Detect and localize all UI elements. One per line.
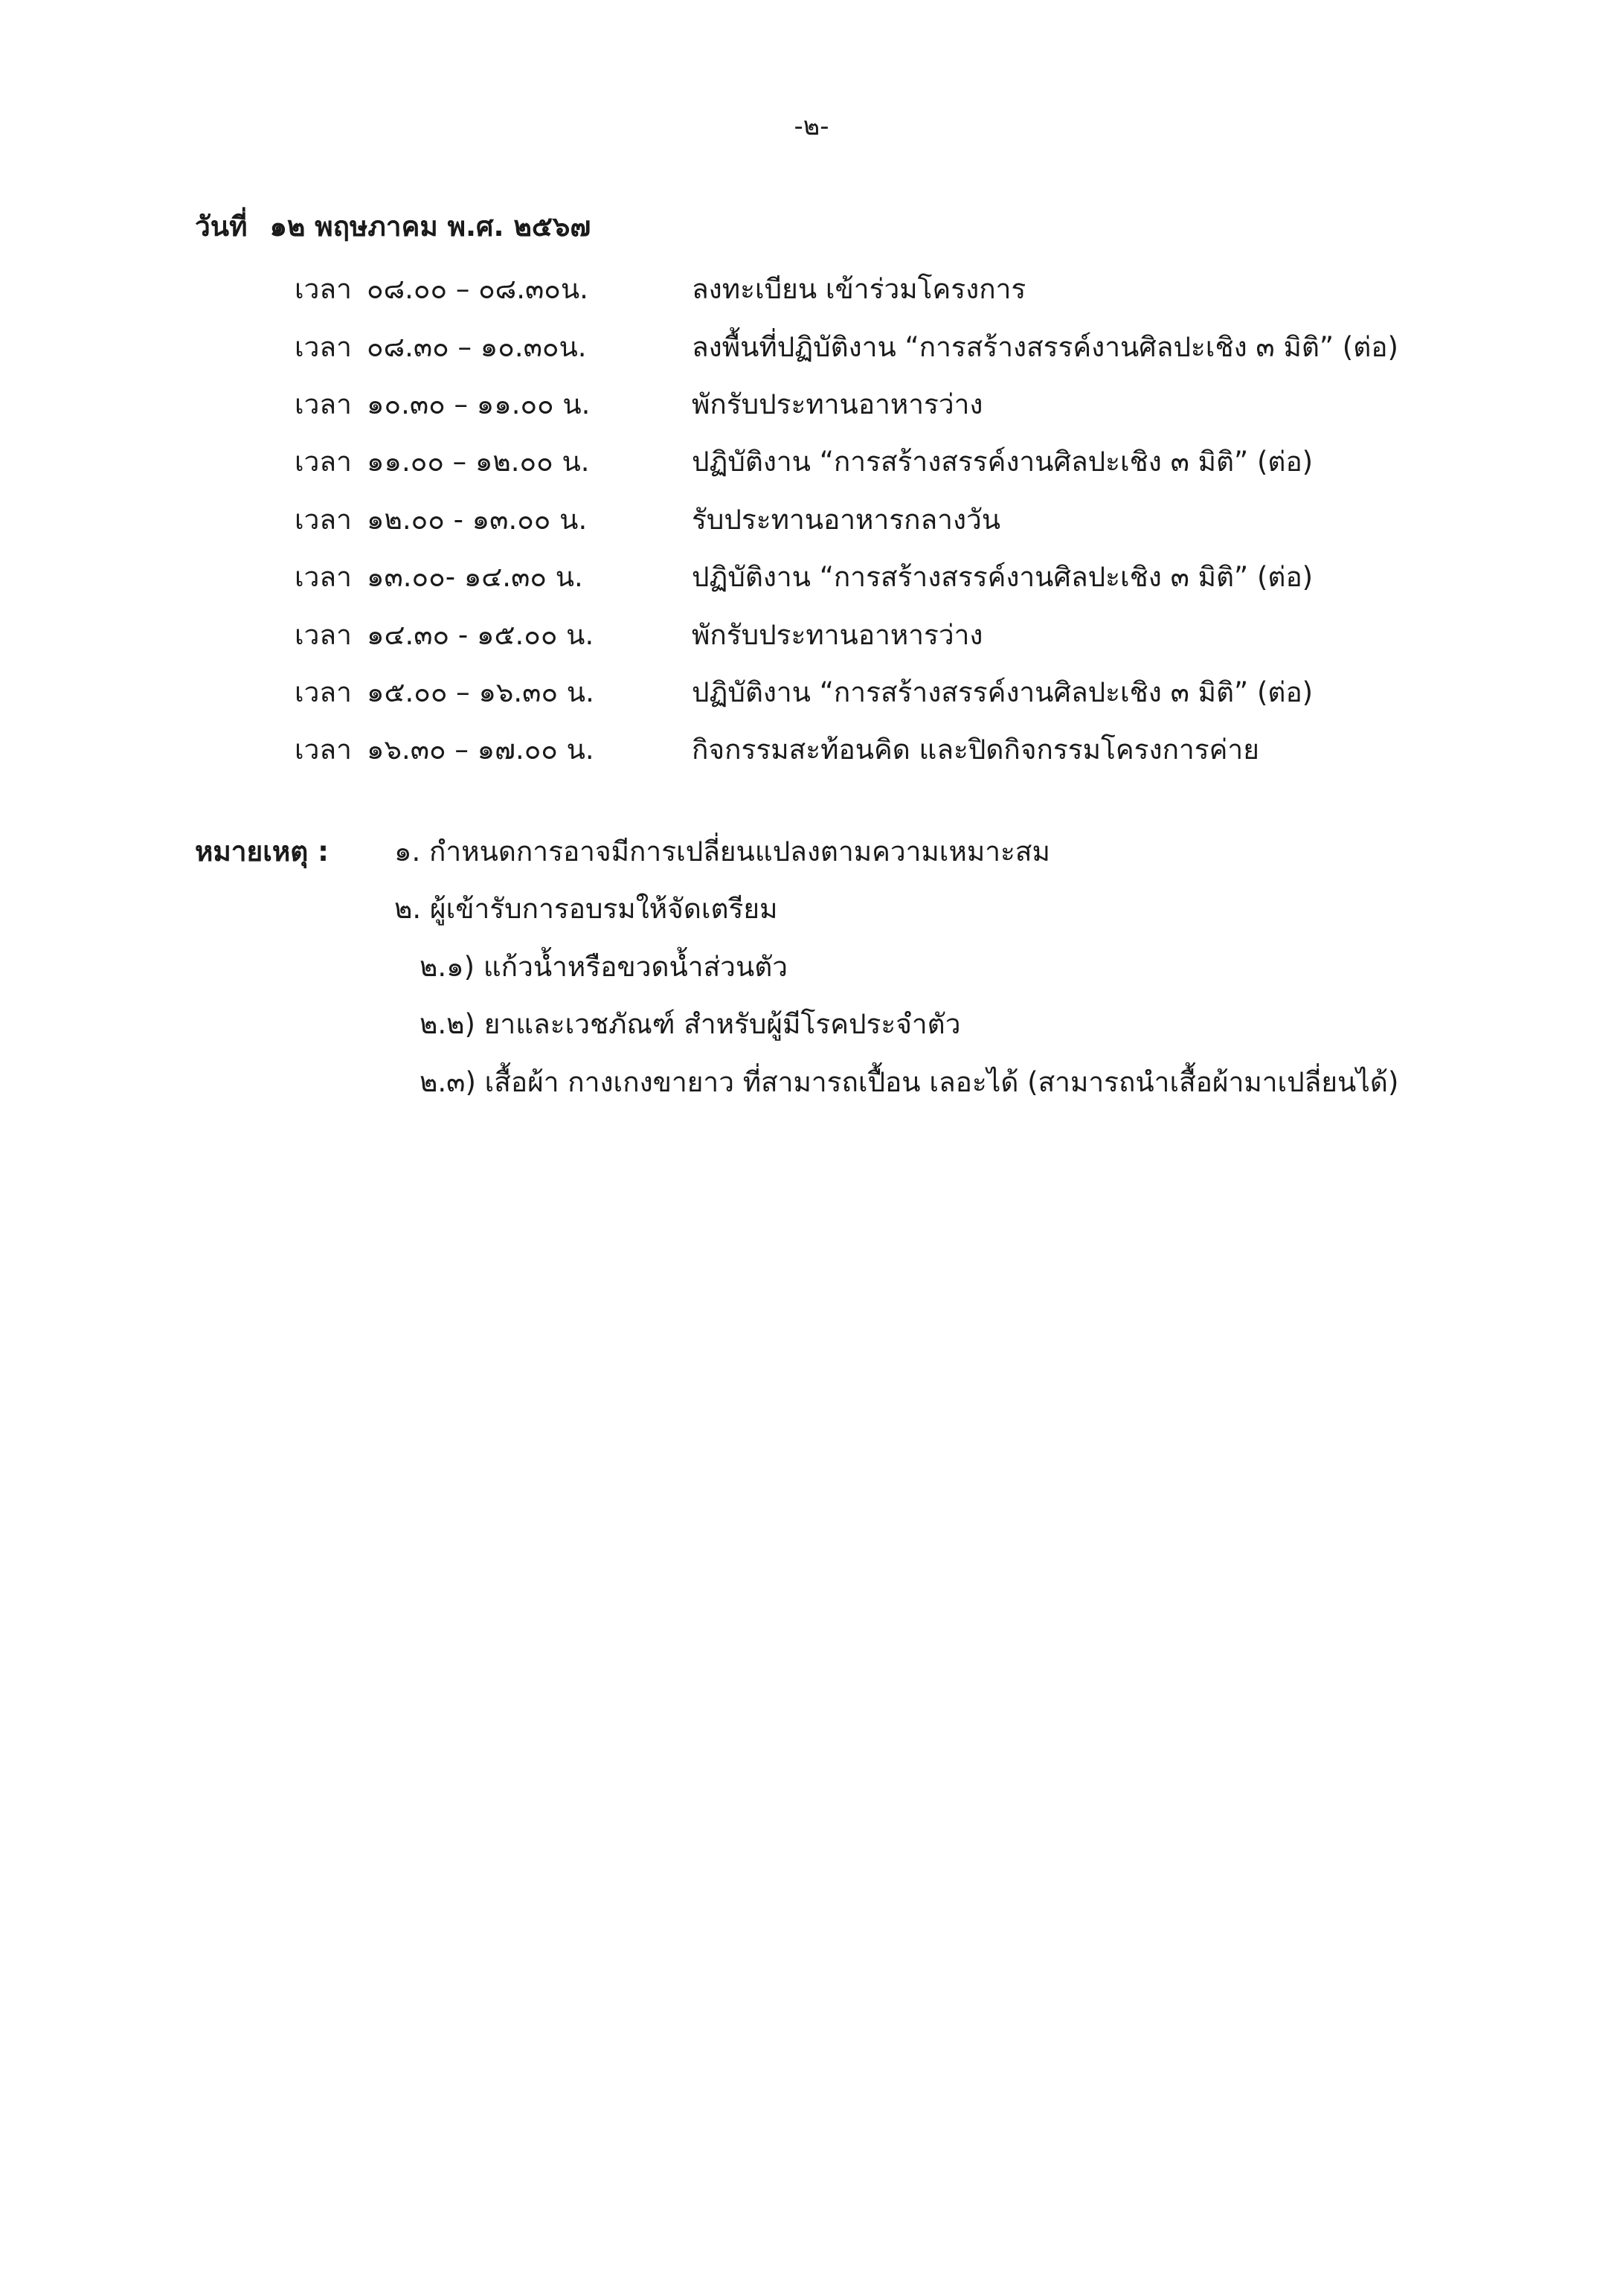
activity: ปฏิบัติงาน “การสร้างสรรค์งานศิลปะเชิง ๓ มิติ” (ต่อ) bbox=[692, 676, 1314, 708]
schedule-row bbox=[295, 721, 1398, 778]
remarks-item: ๒. ผู้เข้ารับการอบรมให้จัดเตรียม bbox=[394, 893, 778, 926]
page-number: -๒- bbox=[794, 112, 829, 141]
time-range: ๑๓.๐๐- ๑๔.๓๐ น. bbox=[367, 561, 583, 594]
time-label: เวลา bbox=[295, 388, 352, 420]
time-range: ๑๔.๓๐ - ๑๕.๐๐ น. bbox=[367, 618, 594, 651]
time-label: เวลา bbox=[295, 273, 352, 306]
time-range: ๐๘.๐๐ – ๐๘.๓๐น. bbox=[367, 273, 588, 306]
activity: พักรับประทานอาหารว่าง bbox=[692, 618, 983, 651]
activity: ปฏิบัติงาน “การสร้างสรรค์งานศิลปะเชิง ๓ มิติ” (ต่อ) bbox=[692, 446, 1314, 478]
date-heading bbox=[195, 208, 591, 246]
activity: รับประทานอาหารกลางวัน bbox=[692, 503, 1001, 536]
time-label: เวลา bbox=[295, 446, 352, 478]
time-range: ๑๐.๓๐ – ๑๑.๐๐ น. bbox=[367, 388, 591, 420]
time-label: เวลา bbox=[295, 330, 352, 363]
time-label: เวลา bbox=[295, 676, 352, 708]
schedule-row bbox=[295, 606, 1398, 663]
schedule-row bbox=[295, 260, 1398, 318]
schedule-row bbox=[295, 491, 1398, 548]
activity: พักรับประทานอาหารว่าง bbox=[692, 388, 983, 420]
time-label: เวลา bbox=[295, 618, 352, 651]
time-range: ๑๑.๐๐ – ๑๒.๐๐ น. bbox=[367, 446, 590, 478]
activity: กิจกรรมสะท้อนคิด และปิดกิจกรรมโครงการค่าย bbox=[692, 734, 1259, 766]
schedule-row bbox=[295, 664, 1398, 721]
time-label: เวลา bbox=[295, 734, 352, 766]
schedule-row bbox=[295, 548, 1398, 606]
schedule-row bbox=[295, 318, 1398, 375]
remarks-list bbox=[394, 833, 1398, 1121]
time-range: ๑๖.๓๐ – ๑๗.๐๐ น. bbox=[367, 734, 594, 766]
schedule-row bbox=[295, 376, 1398, 433]
schedule-list bbox=[295, 260, 1398, 779]
schedule-row bbox=[295, 433, 1398, 490]
time-range: ๑๕.๐๐ – ๑๖.๓๐ น. bbox=[367, 676, 594, 708]
remarks-subitem: ๒.๓) เสื้อผ้า กางเกงขายาว ที่สามารถเปื้อน เลอะได้ (สามารถนำเสื้อผ้ามาเปลี่ยนได้) bbox=[420, 1065, 1399, 1098]
activity: ลงพื้นที่ปฏิบัติงาน “การสร้างสรรค์งานศิลปะเชิง ๓ มิติ” (ต่อ) bbox=[692, 330, 1398, 363]
time-range: ๑๒.๐๐ - ๑๓.๐๐ น. bbox=[367, 503, 588, 536]
time-range: ๐๘.๓๐ – ๑๐.๓๐น. bbox=[367, 330, 587, 363]
activity: ปฏิบัติงาน “การสร้างสรรค์งานศิลปะเชิง ๓ มิติ” (ต่อ) bbox=[692, 561, 1314, 594]
date-label: วันที่ bbox=[195, 211, 248, 243]
date-value: ๑๒ พฤษภาคม พ.ศ. ๒๕๖๗ bbox=[269, 211, 591, 243]
remarks-subitem: ๒.๒) ยาและเวชภัณฑ์ สำหรับผู้มีโรคประจำตัว bbox=[420, 1008, 961, 1041]
remarks-item: ๑. กำหนดการอาจมีการเปลี่ยนแปลงตามความเหมาะสม bbox=[394, 836, 1050, 868]
remarks-title: หมายเหตุ : bbox=[195, 836, 329, 868]
time-label: เวลา bbox=[295, 561, 352, 594]
time-label: เวลา bbox=[295, 503, 352, 536]
activity: ลงทะเบียน เข้าร่วมโครงการ bbox=[692, 273, 1026, 306]
remarks-subitem: ๒.๑) แก้วน้ำหรือขวดน้ำส่วนตัว bbox=[420, 950, 788, 983]
